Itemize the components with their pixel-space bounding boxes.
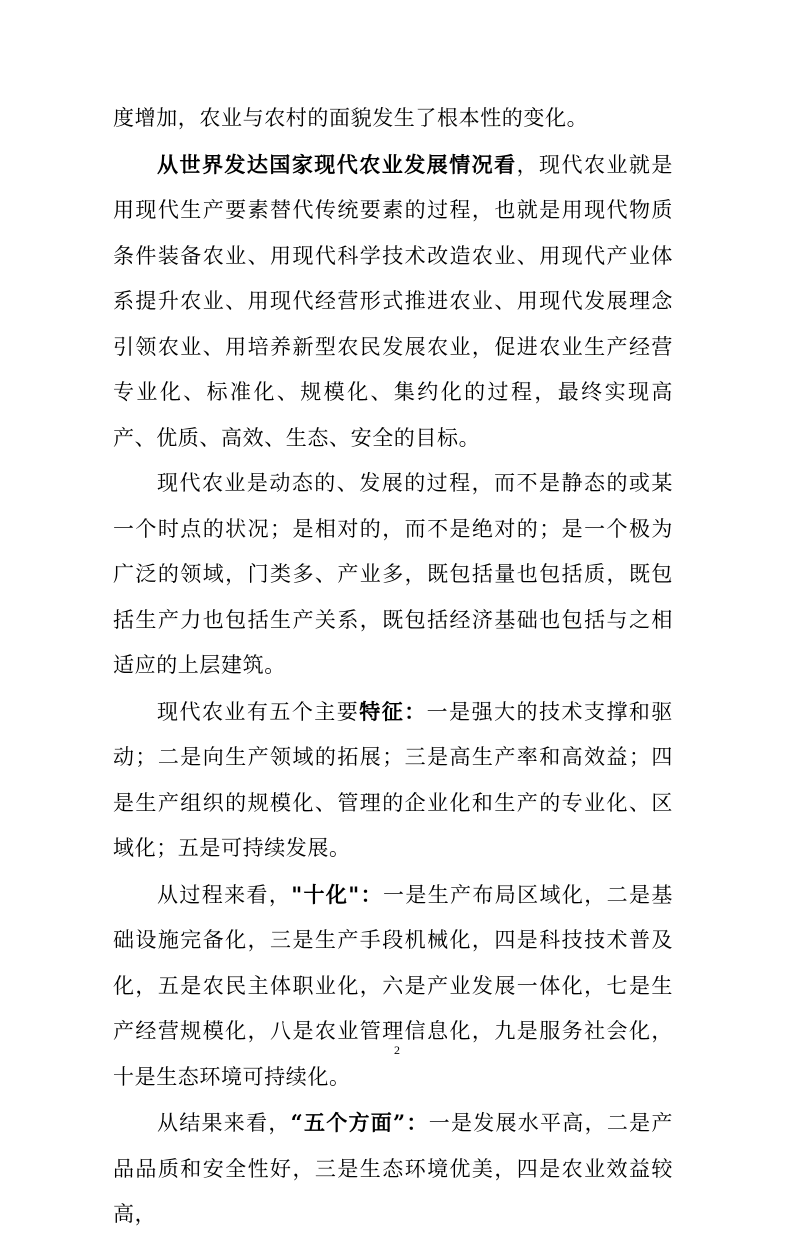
text-run: 从结果来看， <box>157 1111 291 1135</box>
text-run: 现代农业有五个主要 <box>157 699 360 724</box>
paragraph-1 <box>113 96 673 142</box>
text-run: 一是强大的技术支撑和驱动；二是向生产领域的拓展；三是高生产率和高效益；四是生产组织的规模化、管理的企业化和生产的专业化、区域化；五是可持续发展。 <box>113 699 673 860</box>
text-run: 度增加，农业与农村的面貌发生了根本性的变化。 <box>113 106 589 130</box>
bold-heading-run: 从世界发达国家现代农业发展情况看 <box>157 151 517 177</box>
bold-keyword-run: “五个方面”： <box>290 1110 429 1135</box>
bold-keyword-run: "十化"： <box>291 881 383 907</box>
paragraph-5 <box>113 872 673 1101</box>
paragraph-2 <box>113 142 673 462</box>
text-run: 现代农业是动态的、发展的过程，而不是静态的或某一个时点的状况；是相对的，而不是绝对的；是一个极为广泛的领域，门类多、产业多，既包括量也包括质，既包括生产力也包括生产关系，既包括经济基础也包括与之相适应的上层建筑。 <box>113 471 673 677</box>
paragraph-4 <box>113 689 673 872</box>
document-body <box>113 96 673 1238</box>
text-run: 一是发展水平高，二是产品品质和安全性好，三是生态环境优美，四是农业效益较高， <box>113 1111 673 1226</box>
bold-keyword-run: 特征： <box>359 698 427 724</box>
text-run: ，现代农业就是用现代生产要素替代传统要素的过程，也就是用现代物质条件装备农业、用现代科学技术改造农业、用现代产业体系提升农业、用现代经营形式推进农业、用现代发展理念引领农业、用培养新型农民发展农业，促进农业生产经营专业化、标准化、规模化、集约化的过程，最终实现高产、优质、高效、生态、安全的目标。 <box>113 152 673 450</box>
text-run: 一是生产布局区域化，二是基础设施完备化，三是生产手段机械化，四是科技技术普及化，五是农民主体职业化，六是产业发展一体化，七是生产经营规模化，八是农业管理信息化，九是服务社会化，十是生态环境可持续化。 <box>113 882 673 1089</box>
paragraph-6 <box>113 1100 673 1238</box>
page-number: 2 <box>394 1043 400 1057</box>
text-run: 从过程来看， <box>157 882 292 907</box>
paragraph-3 <box>113 461 673 689</box>
